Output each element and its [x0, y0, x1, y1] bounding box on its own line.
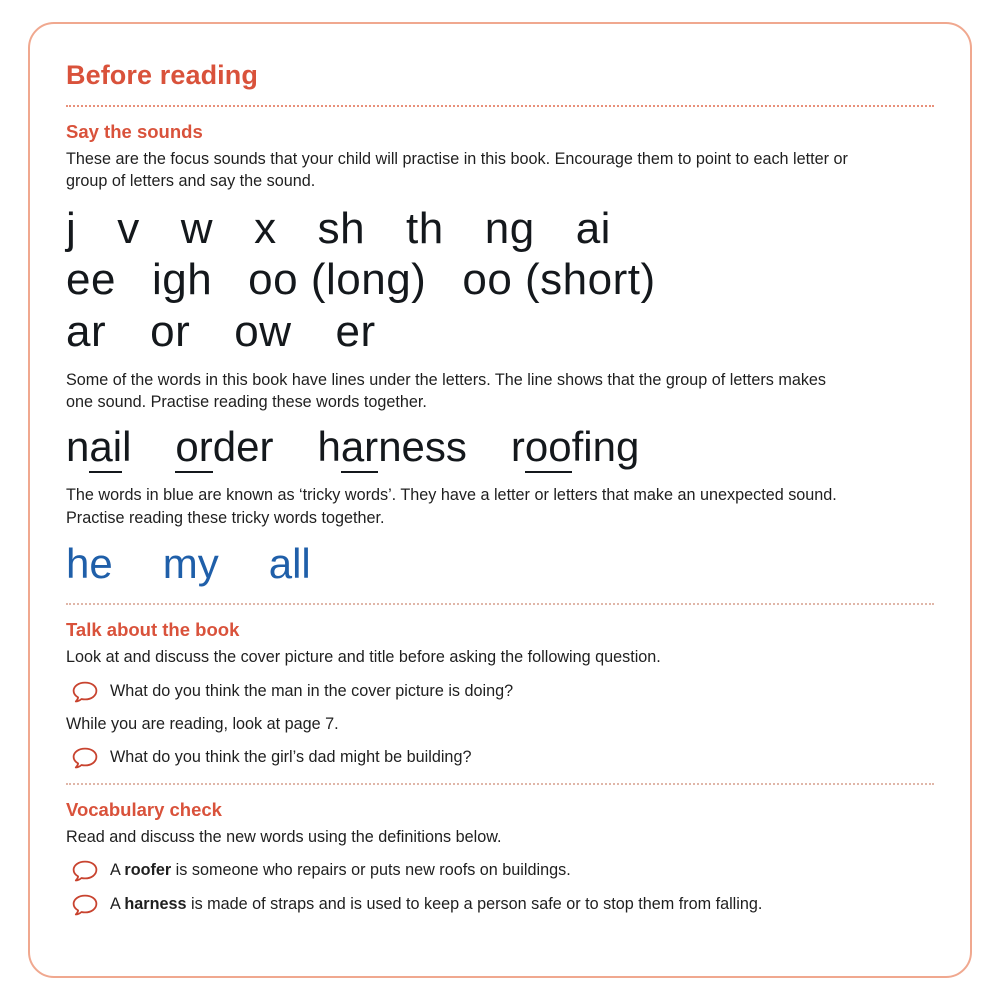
definition-lead: A [110, 861, 125, 880]
sound: or [150, 306, 191, 356]
speech-bubble-icon [72, 681, 98, 703]
definition-rest: is someone who repairs or puts new roofs on buildings. [171, 861, 571, 880]
section-title-vocabulary-check: Vocabulary check [66, 799, 222, 821]
sound: x [254, 203, 277, 253]
sound: er [335, 306, 376, 356]
sound: ai [575, 203, 611, 253]
sound: ng [484, 203, 535, 253]
section-title-talk-about-the-book: Talk about the book [66, 619, 240, 641]
divider-talk-about [66, 603, 934, 605]
question-item [66, 679, 934, 703]
sound: ee [66, 255, 116, 305]
underlined-word [317, 422, 466, 472]
sound: oo (short) [462, 255, 656, 305]
word-part-pre: h [317, 422, 341, 470]
word-part-post: fing [571, 422, 640, 470]
sound: igh [151, 255, 213, 305]
focus-sounds-list [66, 203, 934, 357]
word-part-pre: n [66, 422, 90, 470]
tricky-word: my [162, 539, 219, 587]
tricky-words-list [66, 539, 934, 589]
section-title-say-the-sounds: Say the sounds [66, 121, 203, 142]
speech-bubble-icon [72, 894, 98, 916]
question-text-2: What do you think the girl’s dad might be building? [110, 748, 472, 767]
vocabulary-word: harness [124, 895, 187, 914]
section-talk-about-the-book [66, 619, 934, 769]
sound-row-2 [66, 254, 934, 305]
underlined-words-list [66, 422, 934, 472]
sound: th [406, 203, 444, 253]
sound: j [66, 203, 77, 253]
tricky-words-explanation: The words in blue are known as ‘tricky words’. They have a letter or letters that make an unexpected sound. Practise reading these tricky words together. [66, 486, 837, 527]
definition-lead: A [110, 895, 125, 914]
vocabulary-intro: Read and discuss the new words using the definitions below. [66, 828, 502, 847]
word-part-post: der [212, 422, 274, 470]
vocabulary-definition-2 [110, 892, 762, 915]
word-part-pre: r [510, 422, 525, 470]
sound: ow [234, 306, 292, 356]
word-part-post: ness [378, 422, 467, 470]
word-part-post: l [122, 422, 132, 470]
definition-rest: is made of straps and is used to keep a person safe or to stop them from falling. [186, 895, 763, 914]
word-part-underlined: oo [525, 423, 572, 473]
sound: v [117, 203, 140, 253]
word-part-underlined: ar [341, 423, 378, 473]
vocabulary-definition-1 [110, 858, 571, 881]
question-item [66, 745, 934, 769]
divider-top [66, 105, 934, 107]
vocabulary-item [66, 892, 934, 916]
underline-explanation: Some of the words in this book have lines under the letters. The line shows that the group of letters makes one sound. Practise reading these words together. [66, 371, 827, 412]
underlined-word [66, 422, 131, 472]
sound-row-3 [66, 306, 934, 357]
section-vocabulary-check [66, 799, 934, 916]
divider-vocabulary [66, 783, 934, 785]
tricky-word: he [66, 539, 113, 587]
tricky-word: all [268, 539, 311, 587]
sound: sh [317, 203, 366, 253]
speech-bubble-icon [72, 860, 98, 882]
sound-row-1 [66, 203, 934, 254]
talk-about-intro: Look at and discuss the cover picture and title before asking the following question. [66, 648, 661, 667]
underlined-word [511, 422, 639, 472]
speech-bubble-icon [72, 747, 98, 769]
word-part-underlined: ai [89, 423, 122, 473]
question-text-1: What do you think the man in the cover picture is doing? [110, 681, 514, 700]
page-title: Before reading [66, 60, 258, 90]
word-part-underlined: or [175, 423, 212, 473]
underlined-word [175, 422, 273, 472]
section-say-the-sounds [66, 121, 934, 589]
sound: ar [66, 306, 107, 356]
sound: w [180, 203, 214, 253]
vocabulary-word: roofer [124, 861, 172, 880]
say-the-sounds-intro: These are the focus sounds that your child will practise in this book. Encourage them to point to each letter or group of letters and say the sound. [66, 150, 848, 191]
sound: oo (long) [248, 255, 427, 305]
before-reading-card [28, 22, 972, 978]
talk-about-mid-note: While you are reading, look at page 7. [66, 714, 339, 733]
vocabulary-item [66, 858, 934, 882]
